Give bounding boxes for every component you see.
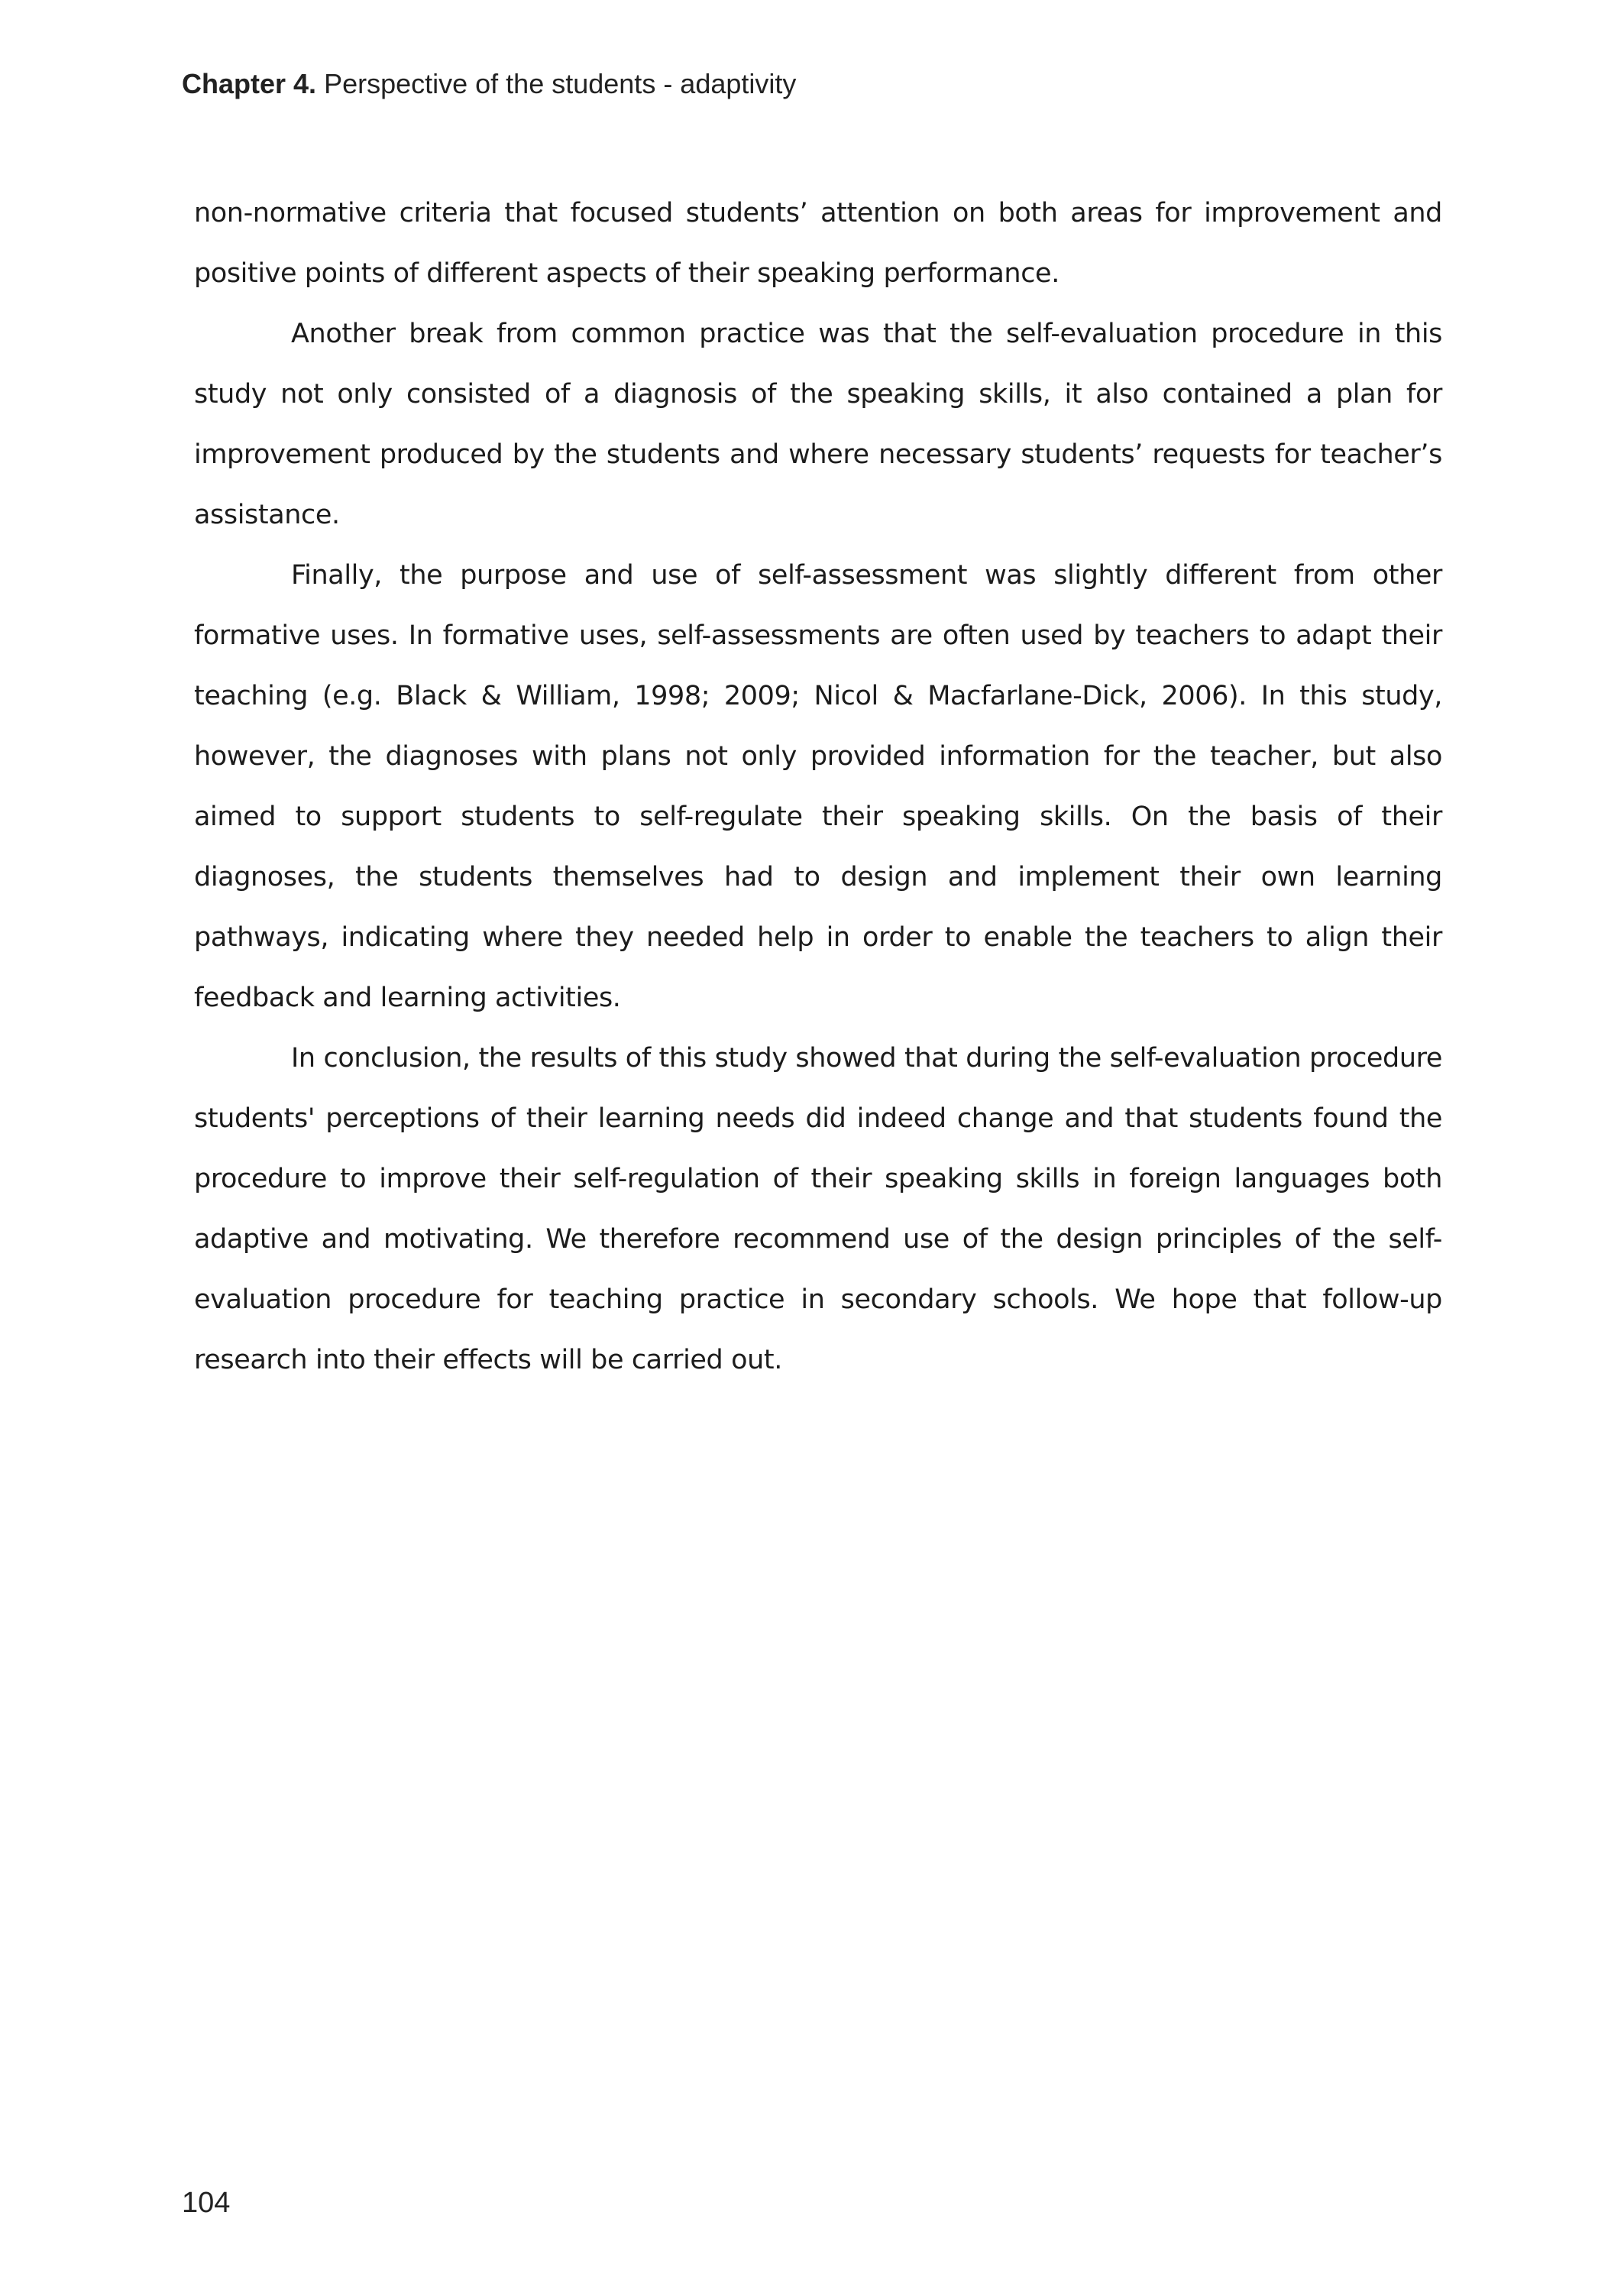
page-number: 104 [182,2187,231,2219]
paragraph-purpose-of-self-assessment: Finally, the purpose and use of self-assessment was slightly different from other formative uses. In formative uses, self-assessments are often used by teachers to adapt their teaching (e.g. Black & William, 1998; 2009; Nicol & Macfarlane-Dick, 2006). In this study, however, the diagnoses with plans not only provided information for the teacher, but also aimed to support students to self-regulate their speaking skills. On the basis of their diagnoses, the students themselves had to design and implement their own learning pathways, indicating where they needed help in order to enable the teachers to align their feedback and learning activities. [194,560,1442,1013]
body-text [194,183,1442,1391]
paragraph-conclusion: In conclusion, the results of this study showed that during the self-evaluation procedure students' perceptions of their learning needs did indeed change and that students found the procedure to improve their self-regulation of their speaking skills in foreign languages both adaptive and motivating. We therefore recommend use of the design principles of the self-evaluation procedure for teaching practice in secondary schools. We hope that follow-up research into their effects will be carried out. [194,1043,1442,1375]
chapter-label: Chapter 4. [182,68,317,99]
running-header [182,67,796,101]
paragraph-break-from-practice: Another break from common practice was that the self-evaluation procedure in this study not only consisted of a diagnosis of the speaking skills, it also contained a plan for improvement produced by the students and where necessary students’ requests for teacher’s assistance. [194,319,1442,530]
chapter-title: Perspective of the students - adaptivity [324,68,797,99]
paragraph-continuation: non-normative criteria that focused students’ attention on both areas for improvement and positive points of different aspects of their speaking performance. [194,198,1442,289]
